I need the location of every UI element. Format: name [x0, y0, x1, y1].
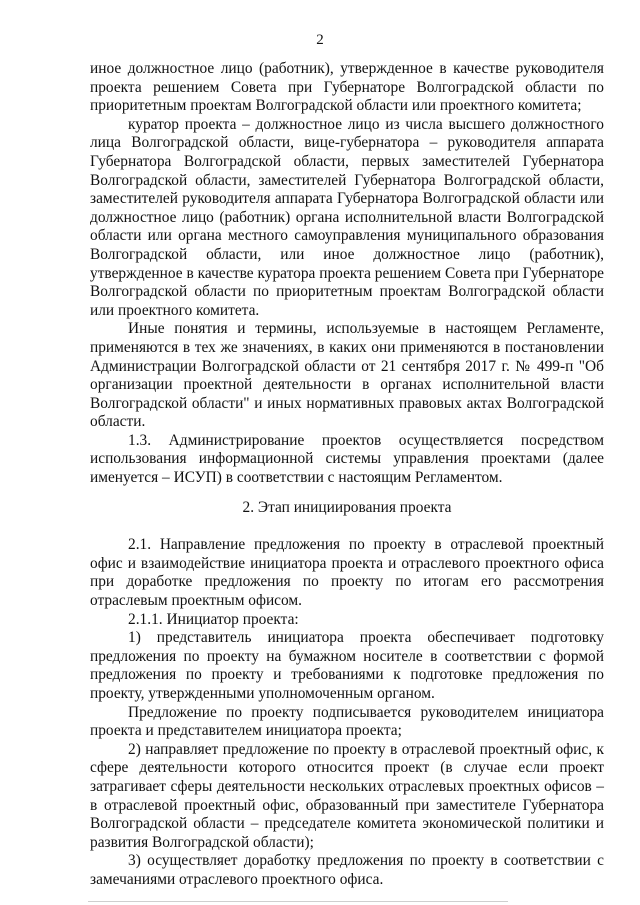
paragraph-1-3: 1.3. Администрирование проектов осуществляется посредством использования информационной системы управления проектами (далее именуется – ИСУП) в соответствии с настоящим Регламентом.: [90, 431, 604, 487]
paragraph-head-definition: иное должностное лицо (работник), утвержденное в качестве руководителя проекта решением Совета при Губернаторе Волгоградской области по приоритетным проектам Волгоградской области или проектного комитета;: [90, 60, 604, 115]
scan-edge-line: [88, 901, 508, 902]
list-item-3: 3) осуществляет доработку предложения по проекту в соответствии с замечаниями отраслевого проектного офиса.: [90, 852, 604, 888]
paragraph-curator-definition: куратор проекта – должностное лицо из числа высшего должностного лица Волгоградской области, вице-губернатора – руководителя аппарата Губернатора Волгоградской области, первых заместителей Губернатора Волгоградской области, заместителей Губернатора Волгоградской области, заместителей руководителя аппарата Губернатора Волгоградской области или должностное лицо (работник) органа исполнительной власти Волгоградской области или органа местного самоуправления муниципального образования Волгоградской области, или иное должностное лицо (работник), утвержденное в качестве куратора проекта решением Совета при Губернаторе Волгоградской области по приоритетным проектам Волгоградской области или проектного комитета.: [90, 115, 604, 319]
section-heading: 2. Этап инициирования проекта: [242, 498, 452, 516]
paragraph-2-1-1: 2.1.1. Инициатор проекта:: [128, 610, 299, 628]
list-item-2: 2) направляет предложение по проекту в отраслевой проектный офис, к сфере деятельности которого относится проект (в случае если проект затрагивает сферы деятельности нескольких отраслевых проектных офисов – в отраслевой проектный офис, образованный при заместителе Губернатора Волгоградской области – председателе комитета экономической политики и развития Волгоградской области);: [90, 740, 604, 851]
list-item-1: 1) представитель инициатора проекта обеспечивает подготовку предложения по проекту на бумажном носителе в соответствии с формой предложения по проекту и требованиями к подготовке предложения по проекту, утвержденными уполномоченным органом.: [90, 629, 604, 702]
paragraph-signing: Предложение по проекту подписывается руководителем инициатора проекта и представителем инициатора проекта;: [90, 703, 604, 740]
paragraph-other-terms: Иные понятия и термины, используемые в настоящем Регламенте, применяются в тех же значениях, в каких они применяются в постановлении Администрации Волгоградской области от 21 сентября 2017 г. № 499-п "Об организации проектной деятельности в органах исполнительной власти Волгоградской области" и иных нормативных правовых актах Волгоградской области.: [90, 320, 604, 431]
page-number: 2: [316, 32, 324, 48]
document-body: [90, 60, 604, 890]
paragraph-2-1: 2.1. Направление предложения по проекту в отраслевой проектный офис и взаимодействие инициатора проекта и отраслевого проектного офиса при доработке предложения по проекту по итогам его рассмотрения отраслевым проектным офисом.: [90, 536, 604, 610]
